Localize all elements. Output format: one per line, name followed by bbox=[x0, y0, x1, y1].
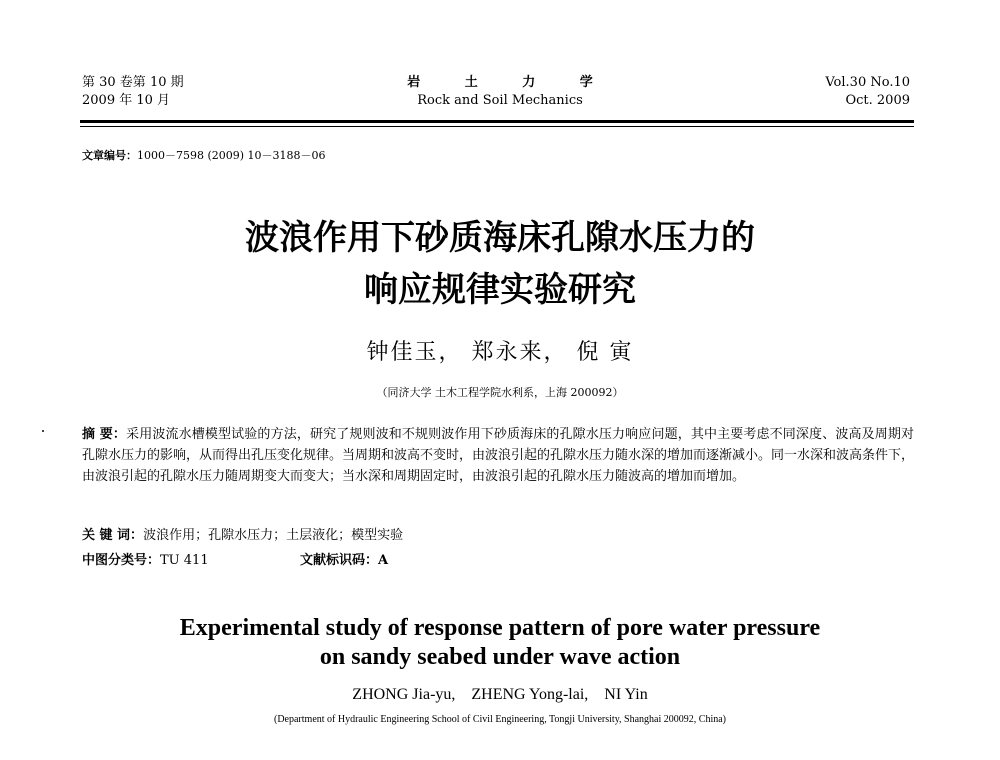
clc-number bbox=[82, 549, 209, 568]
keywords-label: 关 键 词： bbox=[82, 528, 144, 543]
keywords-cn bbox=[82, 524, 403, 543]
date-cn: 2009 年 10 月 bbox=[82, 93, 171, 108]
clc-label: 中图分类号： bbox=[82, 553, 161, 568]
journal-name-cn: 岩 土 力 学 bbox=[407, 75, 613, 90]
doc-code-value: A bbox=[378, 553, 389, 568]
stray-mark bbox=[42, 430, 44, 432]
article-number-value: 1000－7598 (2009) 10－3188－06 bbox=[137, 149, 326, 162]
date-en: Oct. 2009 bbox=[845, 93, 910, 108]
affiliation-en: (Department of Hydraulic Engineering School of Civil Engineering, Tongji University, Shanghai 200092, China) bbox=[274, 714, 726, 725]
header-volume-en bbox=[825, 74, 910, 110]
title-cn-line2: 响应规律实验研究 bbox=[364, 270, 636, 310]
header-rule-thin bbox=[80, 126, 914, 127]
abstract-cn bbox=[82, 424, 914, 487]
title-cn-line1: 波浪作用下砂质海床孔隙水压力的 bbox=[245, 218, 755, 258]
affiliation-cn: （同济大学 土木工程学院水利系，上海 200092） bbox=[376, 386, 624, 399]
article-number bbox=[82, 147, 326, 163]
journal-name-en: Rock and Soil Mechanics bbox=[417, 93, 583, 108]
title-en-line2: on sandy seabed under wave action bbox=[319, 644, 681, 670]
volume-issue-cn: 第 30 卷第 10 期 bbox=[82, 75, 184, 90]
header-rule-thick bbox=[80, 120, 914, 123]
volume-issue-en: Vol.30 No.10 bbox=[825, 75, 910, 90]
title-en-line1: Experimental study of response pattern of pore water pressure bbox=[179, 615, 821, 641]
title-en bbox=[0, 614, 1000, 672]
clc-value: TU 411 bbox=[160, 553, 209, 568]
title-cn bbox=[0, 212, 1000, 316]
doc-code-label: 文献标识码： bbox=[300, 553, 379, 568]
article-number-label: 文章编号： bbox=[82, 149, 137, 162]
authors-cn: 钟佳玉， 郑永来， 倪 寅 bbox=[366, 340, 634, 365]
keywords-text: 波浪作用；孔隙水压力；土层液化；模型实验 bbox=[143, 528, 404, 543]
abstract-text: 采用波流水槽模型试验的方法，研究了规则波和不规则波作用下砂质海床的孔隙水压力响应问题，其中主要考虑不同深度、波高及周期对孔隙水压力的影响，从而得出孔压变化规律。当周期和波高不变时，由波浪引起的孔隙水压力随水深的增加而逐渐减小。同一水深和波高条件下，由波浪引起的孔隙水压力随周期变大而变大；当水深和周期固定时，由波浪引起的孔隙水压力随波高的增加而增加。 bbox=[82, 427, 915, 484]
authors-en: ZHONG Jia-yu, ZHENG Yong-lai, NI Yin bbox=[352, 686, 648, 703]
abstract-label: 摘 要： bbox=[82, 427, 127, 442]
document-code bbox=[300, 549, 388, 568]
